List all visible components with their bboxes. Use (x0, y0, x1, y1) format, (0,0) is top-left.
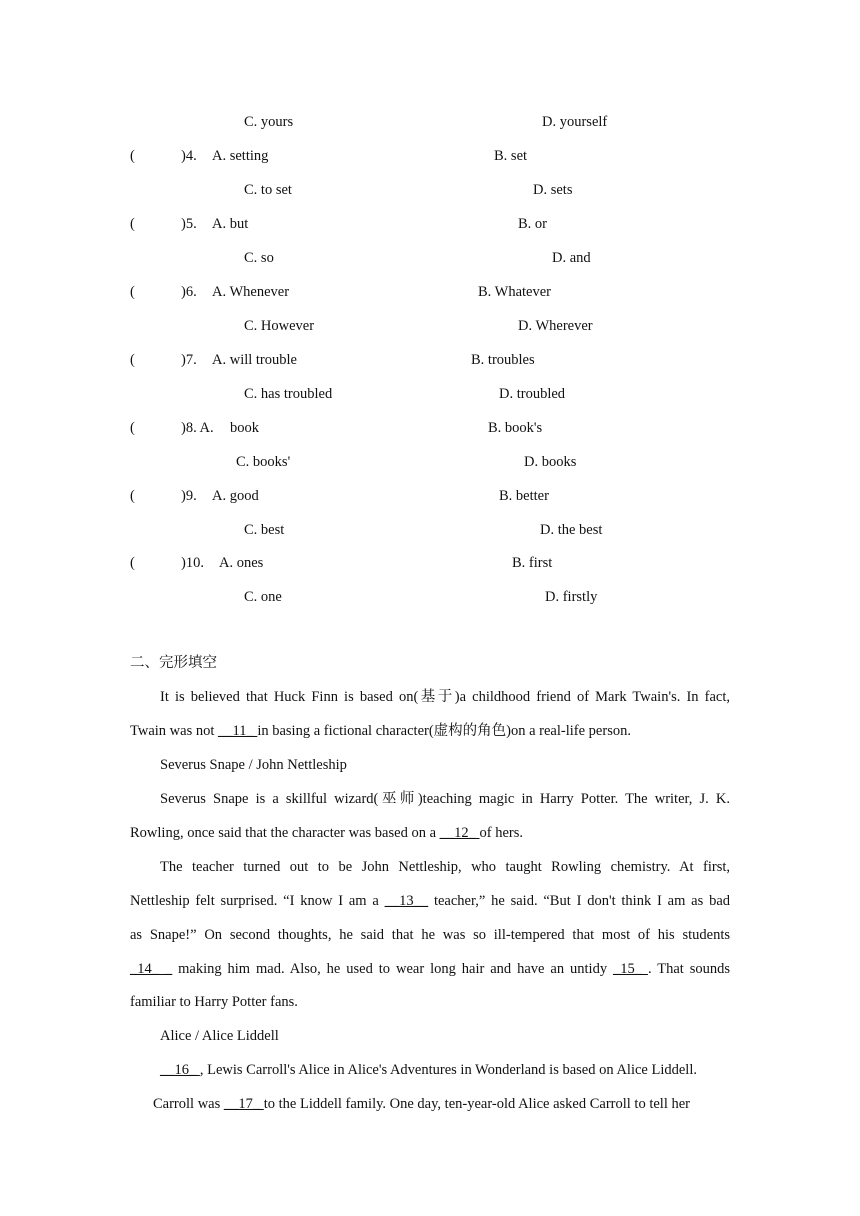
q3-option-c: C. yours (244, 114, 294, 130)
blank-16[interactable]: __16_ (160, 1062, 200, 1078)
blank-17[interactable]: __17_ (223, 1096, 264, 1112)
q5-answer-blank[interactable]: ( (130, 216, 135, 232)
q5-option-d: D. and (552, 250, 591, 266)
q10-answer-blank[interactable]: ( (130, 555, 135, 571)
blank-14[interactable]: _14_ _ (130, 961, 173, 977)
passage-p1-line1: It is believed that Huck Finn is based on(基于)a childhood friend of Mark Twain's. In fact, (160, 689, 730, 705)
q10-number: )10. (181, 555, 204, 571)
q6-option-d: D. Wherever (518, 318, 593, 334)
q8-option-c: C. books' (236, 454, 291, 470)
blank-12[interactable]: __12_ (439, 825, 480, 841)
q4-number: )4. (181, 148, 197, 164)
q6-option-a: A. Whenever (212, 284, 290, 300)
q8-answer-blank[interactable]: ( (130, 420, 135, 436)
passage-p4-line1: __16_ , Lewis Carroll's Alice in Alice's Adventures in Wonderland is based on Alice Liddell. (160, 1062, 697, 1078)
q4-option-a: A. setting (212, 148, 269, 164)
q5-option-c: C. so (244, 250, 274, 266)
q3-option-d: D. yourself (542, 114, 608, 130)
q7-option-a: A. will trouble (212, 352, 297, 368)
passage-p3-line3: as Snape!” On second thoughts, he said that he was so ill-tempered that most of his students (130, 927, 730, 943)
passage-heading-alice: Alice / Alice Liddell (160, 1028, 279, 1044)
q7-option-c: C. has troubled (244, 386, 333, 402)
blank-13[interactable]: __13__ (384, 893, 429, 909)
blank-15[interactable]: _15_ (613, 961, 648, 977)
q9-option-c: C. best (244, 522, 285, 538)
q6-option-c: C. However (244, 318, 315, 334)
q8-option-a: book (230, 420, 259, 436)
q7-option-b: B. troubles (471, 352, 535, 368)
q7-option-d: D. troubled (499, 386, 566, 402)
q5-option-b: B. or (518, 216, 547, 232)
section-title: 二、完形填空 (130, 655, 217, 671)
q4-option-d: D. sets (533, 182, 573, 198)
q4-answer-blank[interactable]: ( (130, 148, 135, 164)
q9-option-d: D. the best (540, 522, 603, 538)
q6-answer-blank[interactable]: ( (130, 284, 135, 300)
q9-answer-blank[interactable]: ( (130, 488, 135, 504)
q10-option-d: D. firstly (545, 589, 598, 605)
q4-option-c: C. to set (244, 182, 292, 198)
passage-p1-line2: Twain was not __11_ in basing a fictional character(虚构的角色)on a real-life person. (130, 723, 631, 739)
q8-option-b: B. book's (488, 420, 543, 436)
q4-option-b: B. set (494, 148, 528, 164)
q8-number: )8. A. (181, 420, 214, 436)
passage-p3-line1: The teacher turned out to be John Nettleship, who taught Rowling chemistry. At first, (160, 859, 730, 875)
q6-number: )6. (181, 284, 197, 300)
q10-option-a: A. ones (219, 555, 264, 571)
q8-option-d: D. books (524, 454, 577, 470)
q9-option-b: B. better (499, 488, 549, 504)
passage-heading-snape: Severus Snape / John Nettleship (160, 757, 347, 773)
passage-p2-line1: Severus Snape is a skillful wizard(巫师)teaching magic in Harry Potter. The writer, J. K. (160, 791, 730, 807)
passage-p3-line4: _14_ _ making him mad. Also, he used to wear long hair and have an untidy _15_ . That sounds (130, 961, 731, 977)
q7-number: )7. (181, 352, 197, 368)
q5-number: )5. (181, 216, 197, 232)
passage-p3-line2: Nettleship felt surprised. “I know I am a __13__ teacher,” he said. “But I don't think I am as bad (130, 893, 731, 909)
q10-option-b: B. first (512, 555, 553, 571)
passage-p2-line2: Rowling, once said that the character was based on a __12_ of hers. (130, 825, 524, 841)
passage-p3-line5: familiar to Harry Potter fans. (130, 994, 298, 1010)
q7-answer-blank[interactable]: ( (130, 352, 135, 368)
blank-11[interactable]: __11_ (217, 723, 258, 739)
passage-p5-line1: Carroll was __17_ to the Liddell family. One day, ten-year-old Alice asked Carroll to tell her (153, 1096, 690, 1112)
q5-option-a: A. but (212, 216, 249, 232)
q9-number: )9. (181, 488, 197, 504)
q9-option-a: A. good (212, 488, 259, 504)
q6-option-b: B. Whatever (478, 284, 552, 300)
q10-option-c: C. one (244, 589, 282, 605)
